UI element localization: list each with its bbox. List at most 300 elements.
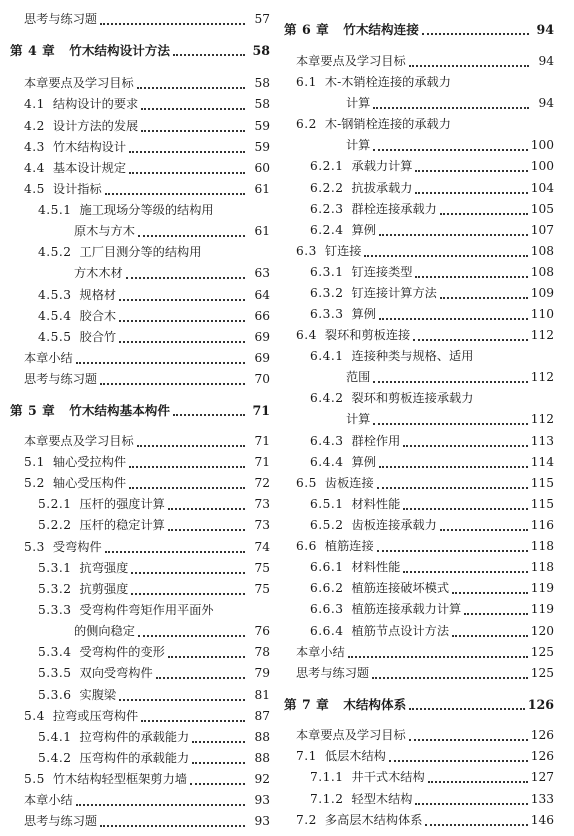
toc-entry-label: 胶合竹	[79, 330, 117, 344]
toc-entry-label: 井干式木结构	[351, 770, 425, 784]
toc-page-number: 70	[254, 372, 270, 386]
toc-chapter-heading[interactable]	[284, 19, 554, 40]
toc-entry-label: 计算	[346, 412, 371, 426]
toc-page-number: 63	[254, 266, 270, 280]
leader-dots	[415, 191, 527, 194]
toc-entry[interactable]	[24, 790, 270, 811]
toc-page-number: 87	[254, 709, 270, 723]
toc-page-number: 104	[530, 181, 554, 195]
toc-page-number: 125	[530, 666, 554, 680]
toc-entry-label: 方木木材	[74, 266, 123, 280]
toc-entry-number: 6.5.1	[310, 497, 344, 511]
toc-page-number: 107	[530, 223, 554, 237]
toc-entry[interactable]	[24, 9, 270, 30]
leader-dots	[76, 803, 245, 806]
toc-page-number: 126	[527, 697, 554, 712]
leader-dots	[389, 759, 528, 762]
leader-dots	[348, 655, 528, 658]
toc-page-number: 133	[530, 792, 554, 806]
toc-page-number: 71	[254, 455, 270, 469]
toc-entry-number: 5.2	[24, 476, 45, 490]
leader-dots	[403, 444, 527, 447]
leader-dots	[440, 528, 528, 531]
toc-entry[interactable]	[38, 579, 270, 600]
toc-entry-label: 连接种类与规格、适用	[351, 349, 474, 363]
toc-entry-label: 钉连接类型	[351, 265, 413, 279]
toc-entry-number: 6.3.3	[310, 307, 344, 321]
toc-entry[interactable]	[38, 327, 270, 348]
toc-entry-label: 钉连接	[324, 244, 362, 258]
leader-dots	[379, 317, 528, 320]
toc-page-number: 126	[530, 749, 554, 763]
leader-dots	[452, 634, 528, 637]
toc-entry[interactable]	[38, 642, 270, 663]
toc-entry-number: 第 6 章	[284, 22, 330, 37]
leader-dots	[403, 507, 527, 510]
toc-entry-label: 本章要点及学习目标	[24, 76, 134, 90]
toc-entry[interactable]	[38, 200, 270, 221]
toc-entry[interactable]	[24, 811, 270, 832]
leader-dots	[168, 507, 245, 510]
toc-entry[interactable]	[310, 767, 554, 788]
toc-entry[interactable]	[310, 621, 554, 642]
toc-chapter-heading[interactable]	[284, 694, 554, 715]
toc-entry-label: 承载力计算	[351, 159, 413, 173]
leader-dots	[415, 169, 527, 172]
toc-page-number: 92	[254, 772, 270, 786]
toc-page-number: 81	[254, 688, 270, 702]
toc-entry[interactable]	[310, 515, 554, 536]
toc-entry[interactable]	[24, 94, 270, 115]
toc-page-number: 100	[530, 159, 554, 173]
toc-entry[interactable]	[296, 114, 554, 135]
toc-entry[interactable]	[296, 746, 554, 767]
leader-dots	[379, 233, 528, 236]
toc-entry-number: 6.2.3	[310, 202, 344, 216]
toc-entry-label: 群栓连接承载力	[351, 202, 437, 216]
toc-entry-number: 5.3.2	[38, 582, 72, 596]
leader-dots	[192, 740, 245, 743]
toc-entry-number: 4.5.4	[38, 309, 72, 323]
toc-entry[interactable]	[24, 137, 270, 158]
toc-page-number: 93	[254, 793, 270, 807]
toc-entry-number: 6.3.1	[310, 265, 344, 279]
toc-page-number: 116	[530, 518, 554, 532]
leader-dots	[190, 782, 245, 785]
toc-entry[interactable]	[74, 221, 270, 242]
toc-entry-label: 思考与练习题	[24, 814, 98, 828]
toc-entry-number: 第 4 章	[10, 43, 56, 58]
leader-dots	[377, 549, 528, 552]
toc-entry-label: 范围	[346, 370, 371, 384]
toc-entry[interactable]	[24, 473, 270, 494]
toc-entry-number: 5.3.1	[38, 561, 72, 575]
leader-dots	[100, 824, 245, 827]
leader-dots	[440, 296, 528, 299]
toc-entry[interactable]	[296, 725, 554, 746]
toc-entry-number: 6.1	[296, 75, 317, 89]
toc-entry-label: 植筋连接	[324, 539, 374, 553]
toc-entry-label: 植筋节点设计方法	[351, 624, 450, 638]
toc-entry[interactable]	[24, 179, 270, 200]
toc-page-number: 74	[254, 540, 270, 554]
toc-entry[interactable]	[38, 727, 270, 748]
toc-page-number: 71	[252, 403, 270, 418]
toc-entry[interactable]	[24, 452, 270, 473]
leader-dots	[138, 234, 245, 237]
toc-entry-label: 设计指标	[52, 182, 102, 196]
leader-dots	[464, 612, 528, 615]
toc-entry-label: 压杆的强度计算	[79, 497, 165, 511]
toc-entry-label: 的侧向稳定	[74, 624, 135, 638]
toc-entry[interactable]	[310, 346, 554, 367]
toc-page-number: 64	[254, 288, 270, 302]
toc-entry[interactable]	[296, 536, 554, 557]
toc-entry-number: 5.4	[24, 709, 45, 723]
toc-page-number: 88	[254, 751, 270, 765]
toc-entry-label: 受弯构件弯矩作用平面外	[79, 603, 214, 617]
toc-entry-number: 第 7 章	[284, 697, 330, 712]
toc-entry-label: 抗剪强度	[79, 582, 129, 596]
toc-page-number: 108	[530, 265, 554, 279]
leader-dots	[100, 382, 245, 385]
toc-page-number: 113	[530, 434, 554, 448]
toc-entry[interactable]	[296, 473, 554, 494]
leader-dots	[76, 361, 245, 364]
toc-entry-label: 胶合木	[79, 309, 117, 323]
toc-entry[interactable]	[310, 452, 554, 473]
toc-entry-number: 7.1.2	[310, 792, 344, 806]
toc-entry-number: 6.6.4	[310, 624, 344, 638]
toc-entry-label: 木结构体系	[343, 697, 407, 712]
toc-entry-label: 群栓作用	[351, 434, 401, 448]
toc-entry-number: 5.3.4	[38, 645, 72, 659]
toc-page-number: 88	[254, 730, 270, 744]
toc-page-number: 146	[530, 813, 554, 827]
toc-chapter-heading[interactable]	[10, 40, 270, 61]
leader-dots	[373, 380, 527, 383]
toc-entry-label: 本章要点及学习目标	[296, 728, 406, 742]
toc-entry-number: 4.1	[24, 97, 45, 111]
toc-page-number: 78	[254, 645, 270, 659]
leader-dots	[173, 413, 245, 416]
toc-entry[interactable]	[24, 369, 270, 390]
toc-entry-label: 裂环和剪板连接	[324, 328, 411, 342]
leader-dots	[452, 591, 528, 594]
toc-page-number: 112	[530, 370, 554, 384]
leader-dots	[119, 319, 245, 322]
toc-entry[interactable]	[38, 306, 270, 327]
toc-page-number: 69	[254, 330, 270, 344]
toc-entry-number: 6.6	[296, 539, 317, 553]
toc-entry[interactable]	[310, 599, 554, 620]
toc-entry[interactable]	[38, 558, 270, 579]
toc-entry-number: 5.3.5	[38, 666, 72, 680]
toc-entry-label: 材料性能	[351, 560, 401, 574]
toc-entry[interactable]	[346, 93, 554, 114]
toc-entry-number: 5.4.1	[38, 730, 72, 744]
toc-entry-number: 5.3	[24, 540, 45, 554]
toc-entry[interactable]	[310, 178, 554, 199]
toc-page-number: 110	[530, 307, 554, 321]
toc-entry-number: 4.5.3	[38, 288, 72, 302]
toc-page-number: 115	[530, 497, 554, 511]
toc-entry[interactable]	[24, 706, 270, 727]
toc-entry-label: 拉弯或压弯构件	[52, 709, 139, 723]
toc-entry-label: 设计方法的发展	[52, 119, 139, 133]
toc-entry-number: 6.4.3	[310, 434, 344, 448]
toc-entry-label: 思考与练习题	[296, 666, 370, 680]
toc-page-number: 58	[254, 97, 270, 111]
toc-entry[interactable]	[38, 600, 270, 621]
toc-entry-label: 竹木结构基本构件	[69, 403, 170, 418]
toc-entry-number: 6.3	[296, 244, 317, 258]
leader-dots	[373, 422, 527, 425]
leader-dots	[373, 148, 527, 151]
toc-entry-number: 6.2	[296, 117, 317, 131]
toc-entry-label: 轻型木结构	[351, 792, 413, 806]
toc-entry[interactable]	[310, 494, 554, 515]
leader-dots	[409, 64, 529, 67]
toc-page-number: 59	[254, 119, 270, 133]
toc-page-number: 100	[530, 138, 554, 152]
toc-page-number: 66	[254, 309, 270, 323]
toc-entry[interactable]	[24, 537, 270, 558]
toc-entry-number: 6.2.4	[310, 223, 344, 237]
leader-dots	[119, 698, 245, 701]
leader-dots	[409, 738, 528, 741]
toc-page-number: 60	[254, 161, 270, 175]
toc-entry-number: 5.1	[24, 455, 45, 469]
toc-entry[interactable]	[38, 285, 270, 306]
toc-entry[interactable]	[38, 663, 270, 684]
toc-entry-number: 4.3	[24, 140, 45, 154]
toc-entry-label: 材料性能	[351, 497, 401, 511]
toc-page-number: 119	[530, 581, 554, 595]
toc-entry-label: 木-木销栓连接的承载力	[324, 75, 451, 89]
toc-entry-label: 竹木结构设计	[52, 140, 127, 154]
toc-page-number: 69	[254, 351, 270, 365]
leader-dots	[173, 53, 245, 56]
leader-dots	[409, 707, 525, 710]
toc-page-number: 71	[254, 434, 270, 448]
toc-page-number: 112	[530, 412, 554, 426]
toc-entry-label: 施工现场分等级的结构用	[79, 203, 214, 217]
toc-entry[interactable]	[38, 685, 270, 706]
leader-dots	[141, 129, 245, 132]
toc-entry[interactable]	[38, 748, 270, 769]
leader-dots	[413, 338, 528, 341]
toc-entry[interactable]	[346, 409, 554, 430]
toc-entry-label: 受弯构件的变形	[79, 645, 165, 659]
toc-entry[interactable]	[24, 73, 270, 94]
toc-entry-label: 多高层木结构体系	[324, 813, 423, 827]
toc-entry-number: 4.2	[24, 119, 45, 133]
leader-dots	[403, 570, 527, 573]
toc-entry-number: 5.2.1	[38, 497, 72, 511]
toc-entry-number: 第 5 章	[10, 403, 56, 418]
toc-entry[interactable]	[310, 388, 554, 409]
toc-entry[interactable]	[310, 220, 554, 241]
toc-entry-number: 7.1	[296, 749, 317, 763]
toc-entry-label: 植筋连接破坏模式	[351, 581, 450, 595]
toc-entry[interactable]	[310, 262, 554, 283]
leader-dots	[119, 340, 245, 343]
toc-entry[interactable]	[24, 348, 270, 369]
toc-entry-label: 拉弯构件的承载能力	[79, 730, 190, 744]
leader-dots	[129, 171, 245, 174]
toc-entry[interactable]	[74, 263, 270, 284]
toc-entry-label: 植筋连接承载力计算	[351, 602, 462, 616]
toc-entry-number: 5.3.3	[38, 603, 72, 617]
toc-entry-label: 基本设计规定	[52, 161, 127, 175]
toc-entry-number: 6.4.4	[310, 455, 344, 469]
toc-entry-label: 轴心受压构件	[52, 476, 127, 490]
toc-page-number: 115	[530, 476, 554, 490]
leader-dots	[131, 571, 245, 574]
toc-entry-label: 抗拔承载力	[351, 181, 413, 195]
toc-page-number: 125	[530, 645, 554, 659]
toc-entry-number: 6.4.1	[310, 349, 344, 363]
toc-entry[interactable]	[346, 367, 554, 388]
toc-entry-label: 齿板连接承载力	[351, 518, 437, 532]
toc-entry-label: 竹木结构连接	[343, 22, 419, 37]
toc-entry[interactable]	[346, 135, 554, 156]
toc-page-number: 59	[254, 140, 270, 154]
toc-entry-label: 本章小结	[24, 351, 73, 365]
toc-entry-label: 木-钢销栓连接的承载力	[324, 117, 451, 131]
toc-entry-label: 裂环和剪板连接承载力	[351, 391, 474, 405]
leader-dots	[129, 486, 245, 489]
toc-page-number: 58	[252, 43, 270, 58]
toc-page-number: 73	[254, 518, 270, 532]
toc-entry-label: 算例	[351, 307, 376, 321]
toc-entry[interactable]	[310, 431, 554, 452]
toc-entry-number: 6.3.2	[310, 286, 344, 300]
toc-entry-label: 本章要点及学习目标	[296, 54, 406, 68]
leader-dots	[156, 676, 245, 679]
toc-entry-label: 本章小结	[24, 793, 73, 807]
toc-entry-label: 结构设计的要求	[52, 97, 139, 111]
toc-entry[interactable]	[296, 663, 554, 684]
leader-dots	[129, 465, 245, 468]
toc-page-number: 76	[254, 624, 270, 638]
leader-dots	[425, 823, 527, 826]
toc-entry[interactable]	[310, 199, 554, 220]
toc-entry[interactable]	[296, 241, 554, 262]
toc-entry-number: 4.4	[24, 161, 45, 175]
toc-entry[interactable]	[310, 557, 554, 578]
toc-entry-number: 5.3.6	[38, 688, 72, 702]
toc-page-number: 61	[254, 224, 270, 238]
toc-entry[interactable]	[24, 769, 270, 790]
toc-page-number: 94	[536, 22, 554, 37]
toc-entry-number: 6.5	[296, 476, 317, 490]
toc-entry-label: 原木与方木	[74, 224, 135, 238]
leader-dots	[141, 107, 245, 110]
leader-dots	[137, 444, 245, 447]
toc-entry-label: 计算	[346, 138, 371, 152]
toc-entry[interactable]	[310, 304, 554, 325]
toc-page-number: 126	[530, 728, 554, 742]
leader-dots	[137, 86, 245, 89]
toc-entry[interactable]	[296, 51, 554, 72]
toc-entry[interactable]	[38, 242, 270, 263]
toc-entry-label: 本章要点及学习目标	[24, 434, 134, 448]
toc-page-number: 94	[538, 54, 554, 68]
leader-dots	[126, 276, 245, 279]
toc-entry-number: 6.5.2	[310, 518, 344, 532]
toc-page-number: 109	[530, 286, 554, 300]
toc-entry-label: 实腹梁	[79, 688, 117, 702]
toc-page-number: 79	[254, 666, 270, 680]
toc-entry[interactable]	[24, 431, 270, 452]
toc-entry[interactable]	[296, 810, 554, 831]
toc-entry-label: 钉连接计算方法	[351, 286, 437, 300]
toc-entry-number: 5.5	[24, 772, 45, 786]
toc-entry-label: 算例	[351, 455, 376, 469]
toc-page-number: 120	[530, 624, 554, 638]
toc-entry[interactable]	[296, 325, 554, 346]
toc-page-number: 72	[254, 476, 270, 490]
toc-entry[interactable]	[310, 156, 554, 177]
toc-page-number: 105	[530, 202, 554, 216]
toc-page-number: 75	[254, 561, 270, 575]
toc-entry-label: 本章小结	[296, 645, 345, 659]
leader-dots	[105, 192, 245, 195]
toc-entry[interactable]	[296, 72, 554, 93]
leader-dots	[377, 486, 528, 489]
toc-entry[interactable]	[24, 116, 270, 137]
toc-entry-number: 6.4	[296, 328, 317, 342]
leader-dots	[129, 150, 245, 153]
toc-entry[interactable]	[310, 578, 554, 599]
toc-entry-label: 轴心受拉构件	[52, 455, 127, 469]
leader-dots	[440, 212, 528, 215]
leader-dots	[119, 298, 245, 301]
leader-dots	[379, 465, 528, 468]
toc-entry[interactable]	[24, 158, 270, 179]
toc-page-number: 73	[254, 497, 270, 511]
toc-page-number: 93	[254, 814, 270, 828]
toc-page-number: 112	[530, 328, 554, 342]
toc-entry[interactable]	[38, 515, 270, 536]
toc-entry-label: 思考与练习题	[24, 12, 98, 26]
toc-entry-label: 算例	[351, 223, 376, 237]
toc-entry-label: 双向受弯构件	[79, 666, 153, 680]
toc-entry-label: 受弯构件	[52, 540, 102, 554]
toc-page-number: 127	[530, 770, 554, 784]
toc-entry[interactable]	[310, 789, 554, 810]
toc-page-number: 108	[530, 244, 554, 258]
toc-page-number: 57	[254, 12, 270, 26]
toc-page-number: 75	[254, 582, 270, 596]
toc-entry-number: 7.1.1	[310, 770, 344, 784]
toc-page-number: 118	[530, 539, 554, 553]
leader-dots	[105, 550, 245, 553]
toc-entry[interactable]	[74, 621, 270, 642]
toc-entry[interactable]	[38, 494, 270, 515]
leader-dots	[192, 761, 245, 764]
toc-entry-label: 压杆的稳定计算	[79, 518, 165, 532]
leader-dots	[415, 275, 527, 278]
toc-entry[interactable]	[310, 283, 554, 304]
toc-entry-number: 6.2.2	[310, 181, 344, 195]
toc-entry-label: 计算	[346, 96, 371, 110]
toc-page-number: 114	[530, 455, 554, 469]
toc-entry[interactable]	[296, 642, 554, 663]
toc-chapter-heading[interactable]	[10, 400, 270, 421]
